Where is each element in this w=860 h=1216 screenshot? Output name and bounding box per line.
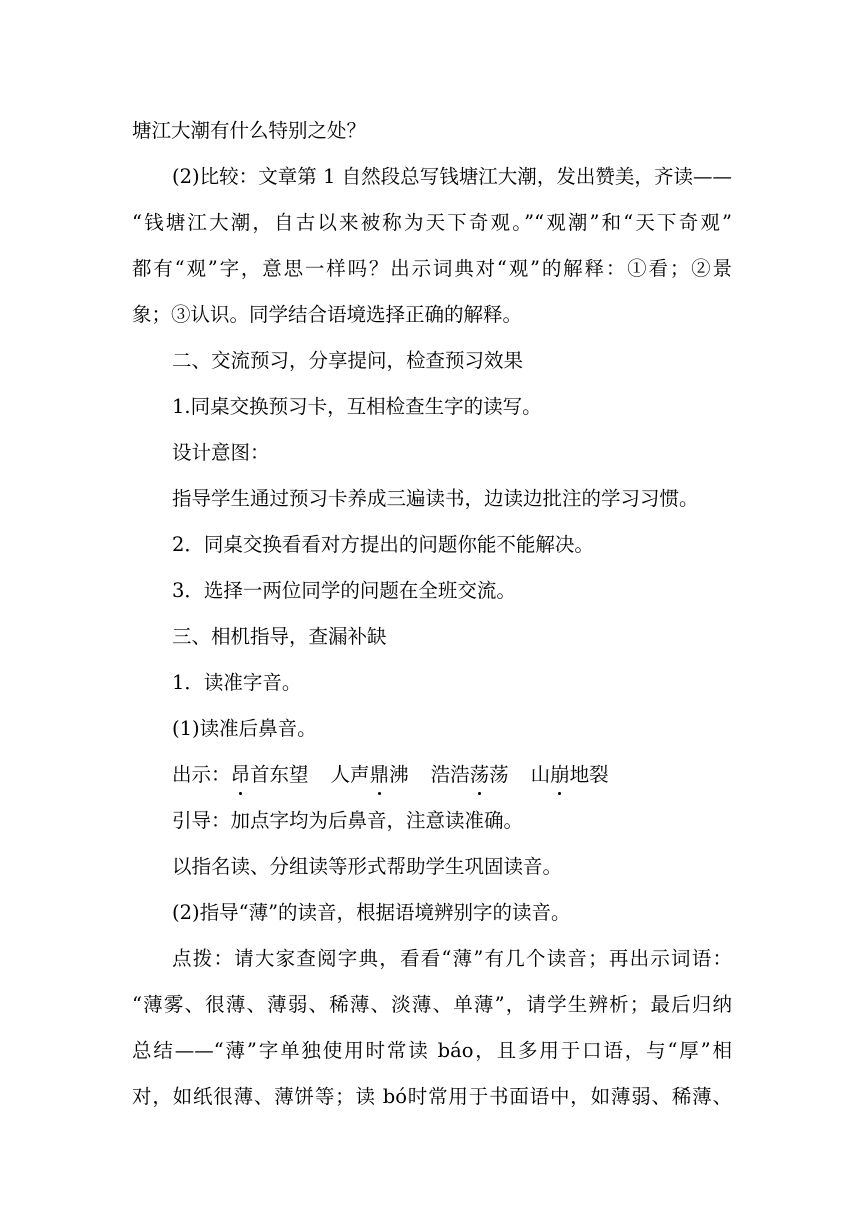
word-item: 山崩地裂 [531,763,609,786]
text-line: “钱塘江大潮，自古以来被称为天下奇观。”“观潮”和“天下奇观” [132,211,732,234]
text-line: 引导：加点字均为后鼻音，注意读准确。 [172,809,524,832]
document-body [132,108,732,1120]
text-line: 都有“观”字，意思一样吗？出示词典对“观”的解释：①看；②景 [132,257,732,280]
show-words-line [132,752,732,798]
dotted-char: 鼎 [370,752,390,798]
text-line: 1.同桌交换预习卡，互相检查生字的读写。 [172,395,542,418]
show-words-prefix: 出示： [172,763,231,786]
text-line: 指导学生通过预习卡养成三遍读书，边读边批注的学习习惯。 [172,487,699,510]
text-line: 以指名读、分组读等形式帮助学生巩固读音。 [172,855,563,878]
text-line: 设计意图： [172,441,270,464]
text-line: 2．同桌交换看看对方提出的问题你能不能解决。 [172,533,594,556]
text-line: (1)读准后鼻音。 [172,717,317,740]
text-line: 象；③认识。同学结合语境选择正确的解释。 [132,303,523,326]
text-line: (2)比较：文章第 1 自然段总写钱塘江大潮，发出赞美，齐读—— [172,165,732,188]
text-line: 塘江大潮有什么特别之处？ [132,119,367,142]
word-item: 昂首东望 [231,763,309,786]
word-item: 浩浩荡荡 [431,763,509,786]
dotted-char: 昂 [231,752,251,798]
text-line: (2)指导“薄”的读音，根据语境辨别字的读音。 [172,901,571,924]
text-line: 对，如纸很薄、薄饼等；读 bó时常用于书面语中，如薄弱、稀薄、 [132,1085,732,1108]
section-heading: 二、交流预习，分享提问，检查预习效果 [172,349,524,372]
word-item: 人声鼎沸 [331,763,409,786]
text-line: 3．选择一两位同学的问题在全班交流。 [172,579,516,602]
dotted-char: 崩 [550,752,570,798]
text-line: “薄雾、很薄、薄弱、稀薄、淡薄、单薄”，请学生辨析；最后归纳 [132,993,732,1016]
section-heading: 三、相机指导，查漏补缺 [172,625,387,648]
text-line: 点拨：请大家查阅字典，看看“薄”有几个读音；再出示词语： [172,947,732,970]
text-line: 1．读准字音。 [172,671,302,694]
text-line: 总结——“薄”字单独使用时常读 báo，且多用于口语，与“厚”相 [132,1039,732,1062]
dotted-char: 荡 [470,752,490,798]
